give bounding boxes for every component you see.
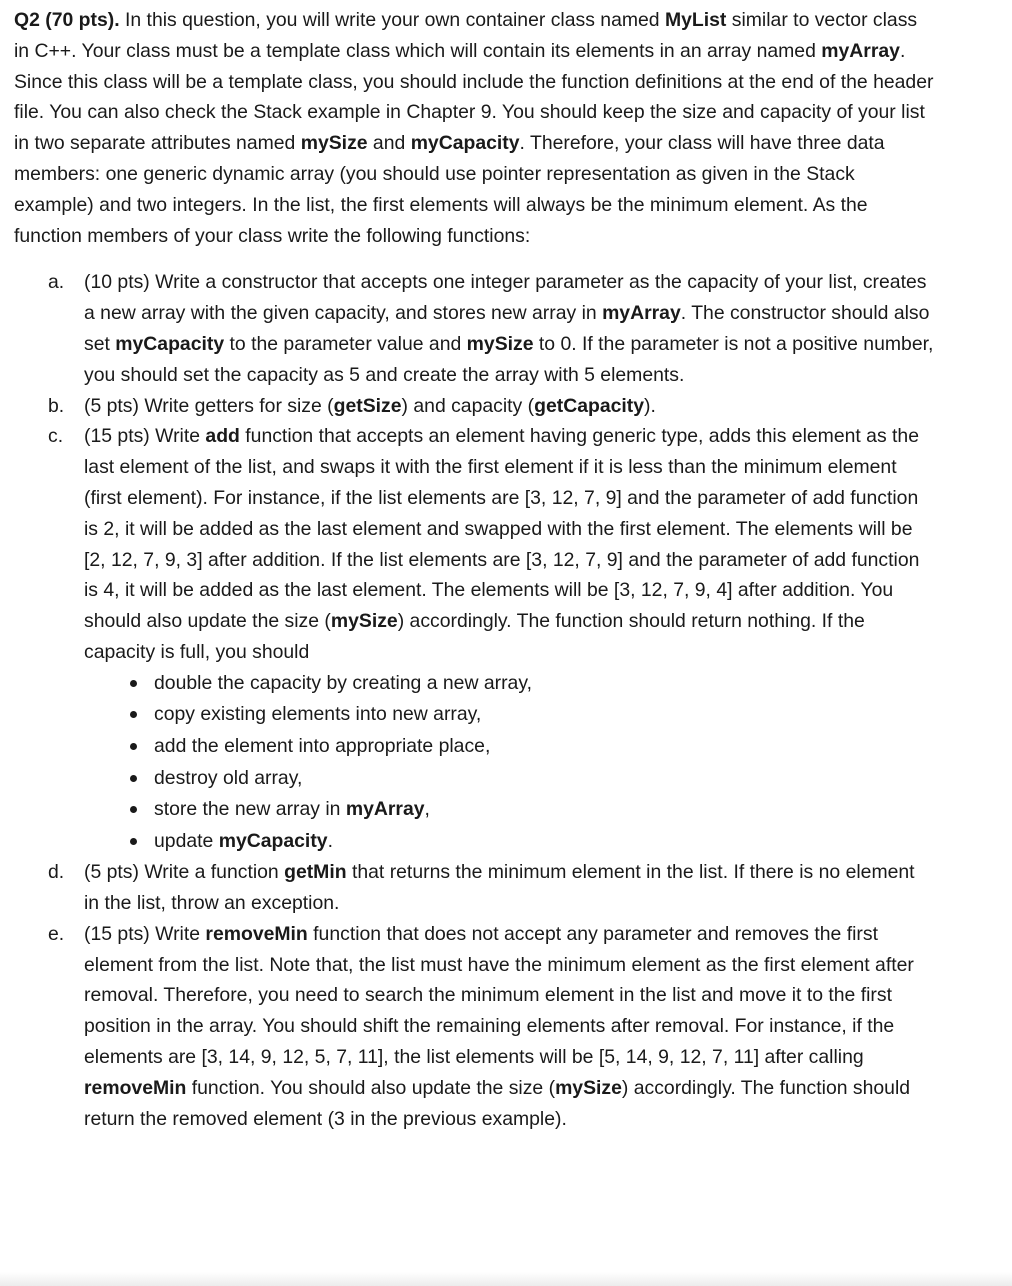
keyword: getCapacity xyxy=(534,394,645,417)
question-intro xyxy=(14,5,934,251)
task-text: function that accepts an element having generic type, adds this element as the last element of the list, and swaps it with the first element if it is less than the minimum element (first element). For instance, if the list elements are [3, 12, 7, 9] and the parameter of add function is 2, it will be added as the last element and swapped with the first element. The elements will be [2, 12, 7, 9, 3] after addition. If the list elements are [3, 12, 7, 9] and the parameter of add function is 4, it will be added as the last element. The elements will be [3, 12, 7, 9, 4] after addition. You should also update the size ( xyxy=(84,425,920,633)
list-item-text: , xyxy=(424,798,430,821)
task-text: ) accordingly. The function should return nothing. If the capacity is full, you should xyxy=(84,610,865,663)
task-marker: b. xyxy=(48,394,65,417)
class-name: MyList xyxy=(664,9,727,31)
keyword: myCapacity xyxy=(115,332,225,355)
keyword: mySize xyxy=(330,610,398,633)
task-item-c xyxy=(14,421,934,857)
list-item xyxy=(124,826,934,858)
task-item-a xyxy=(14,267,934,390)
array-name: myArray xyxy=(821,39,900,62)
task-text: (10 pts) Write a constructor that accepts one integer parameter as the capacity of your list, creates a new array with the given capacity, and stores new array in xyxy=(84,271,927,325)
intro-text: . Therefore, your class will have three data members: one generic dynamic array (you should use pointer representation as given in the Stack example) and two integers. In the list, the first elements will always be the minimum element. As the function members of your class write the following functions: xyxy=(14,132,885,247)
list-item-text: update xyxy=(154,829,219,852)
list-item: copy existing elements into new array, xyxy=(124,699,934,731)
intro-text: and xyxy=(367,132,411,155)
list-item: add the element into appropriate place, xyxy=(124,731,934,763)
keyword: mySize xyxy=(466,332,534,355)
task-text: to the parameter value and xyxy=(224,332,467,355)
keyword: myArray xyxy=(602,302,681,325)
size-attr-name: mySize xyxy=(300,132,368,155)
task-item-e xyxy=(14,919,934,1135)
task-text: (15 pts) Write xyxy=(84,425,206,448)
capacity-attr-name: myCapacity xyxy=(410,132,520,155)
page-bottom-edge xyxy=(0,1272,1012,1286)
task-item-d xyxy=(14,857,934,919)
task-text: function. You should also update the size ( xyxy=(186,1076,556,1099)
question-label: Q2 (70 pts). xyxy=(14,9,120,31)
list-item xyxy=(124,794,934,826)
task-text: ) accordingly. The function should return the removed element (3 in the previous example). xyxy=(84,1076,911,1130)
task-text: (15 pts) Write xyxy=(84,922,206,945)
task-marker: d. xyxy=(48,861,65,884)
keyword: removeMin xyxy=(205,922,308,945)
task-item-b xyxy=(14,391,934,422)
keyword: removeMin xyxy=(84,1076,187,1099)
keyword: add xyxy=(205,425,240,448)
task-marker: e. xyxy=(48,922,65,945)
list-item-text: store the new array in xyxy=(154,798,346,821)
task-text: to 0. If the parameter is not a positive number, you should set the capacity as 5 and create the array with 5 elements. xyxy=(84,332,934,386)
task-text: (5 pts) Write getters for size ( xyxy=(84,394,334,417)
question-document xyxy=(14,5,934,1134)
list-item: destroy old array, xyxy=(124,763,934,795)
intro-text: In this question, you will write your own container class named xyxy=(119,9,665,31)
task-list xyxy=(14,267,934,1134)
list-item-text: . xyxy=(327,829,333,852)
list-item: double the capacity by creating a new array, xyxy=(124,668,934,700)
keyword: getSize xyxy=(333,394,402,417)
task-text: (5 pts) Write a function xyxy=(84,861,285,884)
keyword: myArray xyxy=(345,798,425,821)
intro-text: . Since this class will be a template class, you should include the function definitions at the end of the header file. You can also check the Stack example in Chapter 9. You should keep the size and capacity of your list in two separate attributes named xyxy=(14,39,934,155)
task-text: . The constructor should also set xyxy=(84,302,930,355)
keyword: myCapacity xyxy=(218,829,328,852)
task-marker: c. xyxy=(48,425,64,448)
intro-text: similar to vector class in C++. Your class must be a template class which will contain its elements in an array named xyxy=(14,9,918,62)
keyword: getMin xyxy=(284,861,347,884)
capacity-steps-list xyxy=(124,668,934,858)
keyword: mySize xyxy=(555,1076,622,1099)
task-marker: a. xyxy=(48,271,65,294)
task-text: ). xyxy=(644,394,656,417)
task-text: that returns the minimum element in the list. If there is no element in the list, throw an exception. xyxy=(84,861,915,915)
task-text: ) and capacity ( xyxy=(401,394,535,417)
task-text: function that does not accept any parameter and removes the first element from the list. Note that, the list must have the minimum element as the first element after removal. Therefore, you need to search the minimum element in the list and move it to the first position in the array. You should shift the remaining elements after removal. For instance, if the elements are [3, 14, 9, 12, 5, 7, 11], the list elements will be [5, 14, 9, 12, 7, 11] after calling xyxy=(84,922,914,1069)
